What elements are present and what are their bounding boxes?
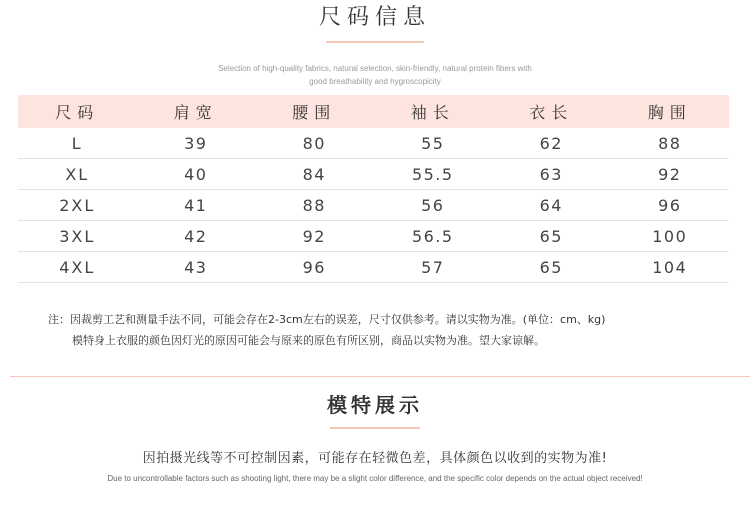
table-row [18,159,729,190]
shoulder-cell: 40 [137,159,256,190]
waist-cell: 80 [255,128,374,159]
chest-cell: 104 [611,252,730,283]
length-cell: 65 [492,252,611,283]
table-row [18,221,729,252]
waist-cell: 92 [255,221,374,252]
size-info-title: 尺码信息 [318,5,431,30]
column-header-chest: 胸围 [611,95,730,128]
size-cell: 3XL [18,221,137,252]
table-row [18,190,729,221]
size-cell: L [18,128,137,159]
color-disclaimer-zh: 因拍摄光线等不可控制因素，可能存在轻微色差，具体颜色以收到的实物为准! [142,451,608,466]
shoulder-cell: 43 [137,252,256,283]
column-header-waist: 腰围 [255,95,374,128]
note-line-1: 注：因裁剪工艺和测量手法不同，可能会存在2-3cm左右的误差，尺寸仅供参考。请以实物为准。(单位：cm、kg) [48,313,606,326]
length-cell: 63 [492,159,611,190]
size-cell: 2XL [18,190,137,221]
length-cell: 65 [492,221,611,252]
size-table [18,95,729,283]
model-display-title: 模特展示 [327,393,423,417]
chest-cell: 96 [611,190,730,221]
size-cell: XL [18,159,137,190]
waist-cell: 84 [255,159,374,190]
sleeve-cell: 56 [374,190,493,221]
section-divider [10,376,750,377]
column-header-shoulder: 肩宽 [137,95,256,128]
table-row [18,128,729,159]
shoulder-cell: 39 [137,128,256,159]
chest-cell: 88 [611,128,730,159]
size-table-header-row [18,95,729,128]
shoulder-cell: 42 [137,221,256,252]
table-row [18,252,729,283]
size-cell: 4XL [18,252,137,283]
sleeve-cell: 57 [374,252,493,283]
waist-cell: 88 [255,190,374,221]
shoulder-cell: 41 [137,190,256,221]
column-header-length: 衣长 [492,95,611,128]
color-disclaimer-en: Due to uncontrollable factors such as shooting light, there may be a slight color difference, and the specific color depends on the actual object received! [107,474,643,483]
subtitle-line-1: Selection of high-quality fabrics, natural selection, skin-friendly, natural protein fibers with [218,64,532,73]
subtitle-line-2: good breathability and hygroscopicity [309,77,441,86]
length-cell: 62 [492,128,611,159]
chest-cell: 100 [611,221,730,252]
chest-cell: 92 [611,159,730,190]
sleeve-cell: 55.5 [374,159,493,190]
model-display-title-underline [330,427,420,429]
waist-cell: 96 [255,252,374,283]
sleeve-cell: 56.5 [374,221,493,252]
size-info-title-underline [326,41,424,43]
length-cell: 64 [492,190,611,221]
column-header-size: 尺码 [18,95,137,128]
size-info-subtitle [150,62,600,88]
measurement-note [48,309,738,351]
column-header-sleeve: 袖长 [374,95,493,128]
note-line-2: 模特身上衣服的颜色因灯光的原因可能会与原来的原色有所区别，商品以实物为准。望大家谅解。 [72,334,545,347]
sleeve-cell: 55 [374,128,493,159]
